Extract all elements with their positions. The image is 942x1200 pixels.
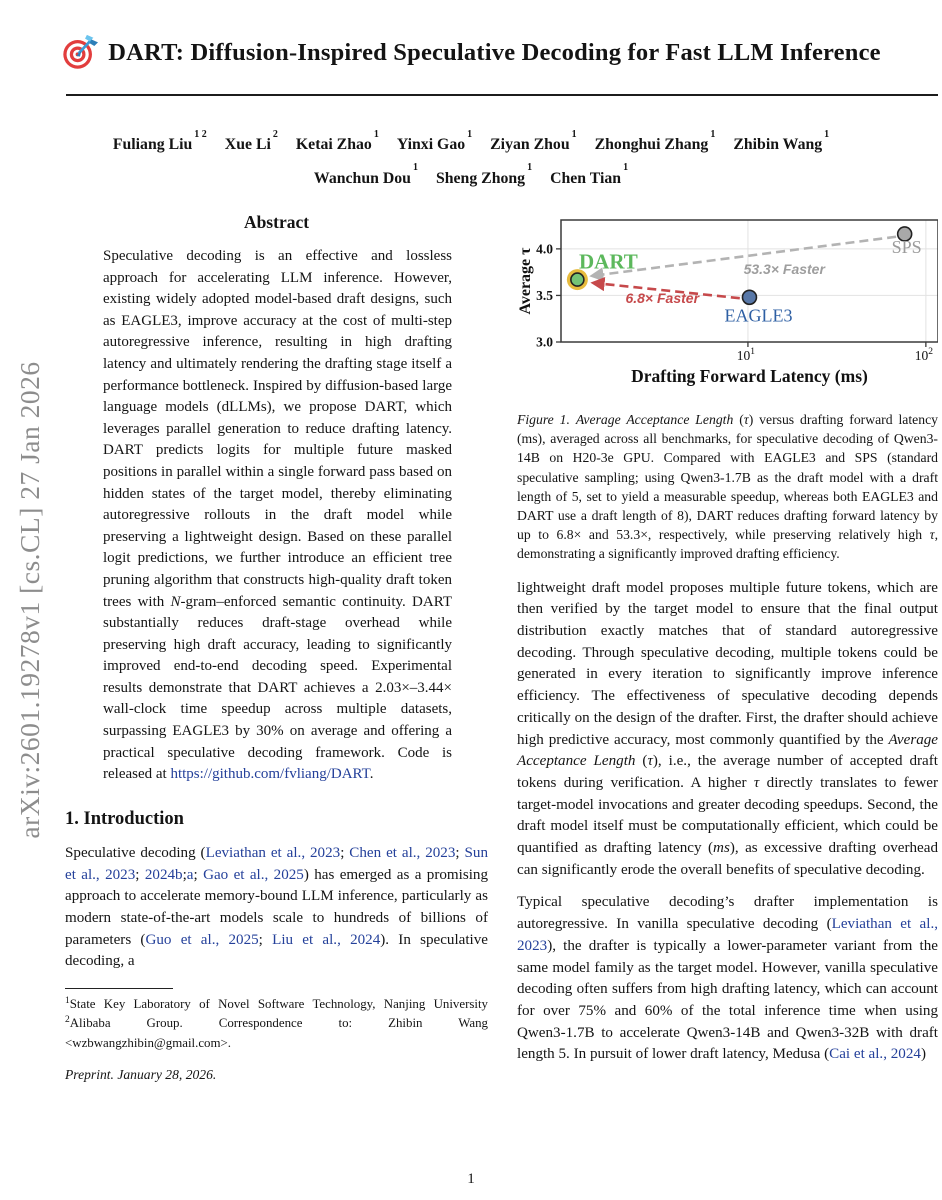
footnote-rule (65, 988, 173, 989)
text-segment: -gram–enforced semantic continuity. DART substantially reduces draft-stage overhead while preserving high draft accuracy, leading to significantly improved end-to-end decoding speed. Experimental results demonstrate that DART achieves a 2.03×–3.44× wall-clock time speedup across multiple datasets, surpassing EAGLE3 by 30% on average and offering a practical speculative decoding framework. Code is released at (103, 593, 452, 783)
point-label-EAGLE3: EAGLE3 (724, 305, 793, 326)
author: Chen Tian$^1$ (550, 162, 629, 187)
figure1-chart-svg (517, 206, 938, 396)
citation-link[interactable]: Leviathan et al., 2023 (205, 844, 341, 861)
point-label-DART: DART (578, 249, 638, 274)
page-number: 1 (467, 1171, 475, 1187)
author: Sheng Zhong$^1$ (435, 162, 533, 187)
text-segment: N (170, 593, 181, 610)
right-column (517, 206, 938, 1077)
text-segment: directly translates to fewer target-model invocations and greater decoding speedups. Second, the draft model itself must be computationally efficient, which could be quantified as drafting latency ( (517, 774, 938, 857)
right-paragraph-2 (517, 892, 938, 1066)
text-segment: τ (743, 412, 749, 427)
point-EAGLE3 (742, 290, 756, 304)
point-label-SPS: SPS (891, 236, 922, 257)
text-segment: lightweight draft model proposes multiple future tokens, which are then verified by the target model to ensure that the final output distribution exactly matches that of standard autoregressive decoding. Through speculative decoding, multiple tokens could be generated in every iteration to significantly improve inference efficiency. The effectiveness of speculative decoding depends critically on the design of the drafter. First, the drafter should achieve high predictive accuracy, most commonly quantified by the (517, 579, 938, 748)
text-segment: ; (135, 866, 145, 883)
author: Zhibin Wang$^1$ (733, 129, 830, 154)
y-axis-label: Average τ (517, 247, 534, 315)
citation-link[interactable]: Liu et al., 2024 (272, 931, 381, 948)
citation-link[interactable]: a (186, 866, 194, 883)
text-segment: τ (647, 753, 653, 770)
author: Ziyan Zhou$^1$ (490, 129, 577, 154)
text-segment: τ (929, 527, 935, 543)
text-segment: ), i.e., the average number of accepted draft tokens during verification. A higher (517, 753, 938, 791)
author: Fuliang Liu$^{1 2}$ (112, 129, 207, 154)
x-axis-label: Drafting Forward Latency (ms) (631, 366, 868, 386)
text-segment: τ (753, 774, 760, 791)
text-segment: ( (635, 753, 648, 770)
left-column (65, 212, 488, 1083)
xtick-label: $10^2$ (914, 347, 933, 363)
text-segment: ), as excessive drafting overhead can significantly erode the overall benefits of speculative decoding. (517, 840, 939, 878)
ytick-label: 3.5 (536, 287, 553, 303)
text-segment: ; (455, 844, 465, 861)
text-segment: ). In speculative decoding, a (65, 931, 488, 970)
author: Ketai Zhao$^1$ (295, 129, 379, 154)
text-segment: ms (713, 840, 730, 857)
text-segment: ), the drafter is typically a lower-parameter variant from the same model family as the target model. However, vanilla speculative decoding often suffers from high drafting latency, which can account for over 75% and 60% of the total inference time when using Qwen3-1.7B to accelerate Qwen3-14B and Qwen3-32B with draft length 5. In pursuit of lower draft latency, Medusa ( (517, 937, 938, 1063)
citation-link[interactable]: Chen et al., 2023 (349, 844, 456, 861)
title-rule (66, 94, 938, 96)
author: Wanchun Dou$^1$ (313, 162, 418, 187)
citation-link[interactable]: Cai et al., 2024 (829, 1046, 921, 1063)
text-segment: Figure 1. (517, 412, 570, 427)
text-segment: ( (733, 412, 744, 427)
text-segment: ) (920, 1046, 926, 1063)
text-segment: Average Acceptance Length (517, 731, 938, 770)
authors-line-2 (0, 159, 942, 192)
citation-link[interactable]: Sun et al., 2023 (65, 844, 489, 883)
text-segment: ; (193, 866, 204, 883)
point-DART (571, 273, 584, 286)
text-segment: Alibaba Group. Correspondence to: Zhibin Wang <wzbwangzhibin@gmail.com>. (65, 1016, 488, 1050)
text-segment: 1 (65, 996, 70, 1007)
figure1-caption (517, 410, 938, 564)
ytick-label: 4.0 (536, 241, 553, 257)
footnote-text (65, 996, 488, 1052)
author: Zhonghui Zhang$^1$ (594, 129, 716, 154)
right-paragraph-1 (517, 578, 938, 882)
xtick-label: $10^1$ (736, 347, 756, 363)
preprint-note: Preprint. January 28, 2026. (65, 1067, 217, 1083)
abstract-heading: Abstract (243, 212, 310, 232)
citation-link[interactable]: Leviathan et al., 2023 (517, 916, 938, 954)
text-segment: ; (340, 844, 350, 861)
author: Yinxi Gao$^1$ (396, 129, 473, 154)
authors-line-1 (0, 126, 942, 159)
citation-link[interactable]: Guo et al., 2025 (145, 931, 259, 948)
figure1-plot (517, 206, 938, 401)
title-row (0, 34, 942, 71)
text-segment: State Key Laboratory of Novel Software Technology, Nanjing University (69, 997, 488, 1012)
introduction-heading: 1. Introduction (65, 808, 184, 829)
abstract-text (103, 246, 452, 786)
page-title: DART: Diffusion-Inspired Speculative Decoding for Fast LLM Inference (108, 38, 881, 66)
citation-link[interactable]: Gao et al., 2025 (203, 866, 304, 883)
text-segment: Typical speculative decoding’s drafter implementation is autoregressive. In vanilla speculative decoding ( (517, 894, 938, 933)
text-segment: Average Acceptance Length (575, 412, 734, 427)
text-segment: Speculative decoding is an effective and lossless approach for accelerating LLM inference. However, existing widely adopted model-based draft designs, such as EAGLE3, improve accuracy at the cost of multi-step autoregressive inference, resulting in high drafting latency and ultimately rendering the drafting stage itself a performance bottleneck. Inspired by diffusion-based large language models (dLLMs), we propose DART, which leverages parallel generation to reduce drafting latency. DART predicts logits for multiple future masked positions in parallel within a single forward pass based on hidden states of the target model, thereby eliminating autoregressive rollouts in the draft model while preserving a lightweight design. Based on these parallel logit predictions, we further introduce an efficient tree pruning algorithm that constructs high-quality draft token trees with (103, 248, 452, 610)
text-segment: ; (182, 866, 187, 883)
text-segment: ; (258, 931, 273, 948)
text-segment: ) has emerged as a promising approach to accelerate memory-bound LLM inference, particularly as modern state-of-the-art models scale to hundreds of billions of parameters ( (65, 866, 489, 948)
speedup-annotation: 53.3× Faster (743, 261, 825, 278)
external-link[interactable]: https://github.com/fvliang/DART (170, 766, 370, 783)
author: Xue Li$^2$ (224, 129, 278, 154)
speedup-annotation: 6.8× Faster (625, 289, 700, 306)
ytick-label: 3.0 (536, 334, 553, 350)
dart-target-icon (61, 34, 98, 71)
citation-link[interactable]: 2024b (144, 866, 183, 883)
text-segment: , demonstrating a significantly improved drafting efficiency. (517, 527, 938, 562)
authors-block (0, 126, 942, 193)
introduction-text (65, 843, 488, 973)
text-segment: . (369, 766, 374, 783)
text-segment: Speculative decoding ( (65, 844, 206, 861)
arxiv-watermark: arXiv:2601.19278v1 [cs.CL] 27 Jan 2026 (14, 361, 45, 839)
text-segment: ) versus drafting forward latency (ms), averaged across all benchmarks, for speculative decoding of Qwen3-14B on H20-3e GPU. Compared with EAGLE3 and SPS (standard speculative sampling; using Qwen3-1.7B as the draft model with a draft length of 5, set to yield a measurable speedup, whereas both EAGLE3 and DART use a draft length of 8), DART reduces drafting forward latency by up to 6.8× and 53.3×, respectively, while preserving relatively high (517, 412, 939, 543)
text-segment: 2 (65, 1015, 70, 1026)
